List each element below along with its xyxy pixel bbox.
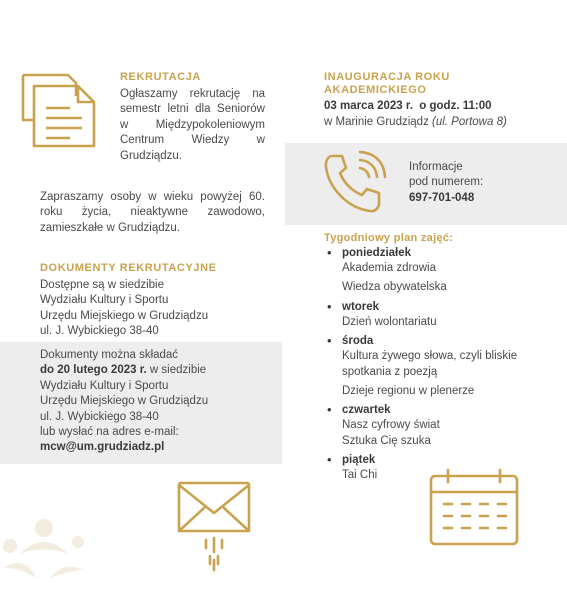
info-phone[interactable]: 697-701-048 [409,191,475,204]
plan-day: • piątek [342,454,376,467]
documents-line: Urzędu Miejskiego w Grudziądzu [40,309,209,322]
plan-activity: Tai Chi [342,469,378,482]
inauguration-heading-line2: AKADEMICKIEGO [324,84,427,96]
info-text [409,160,483,206]
submit-line: Dokumenty można składać [40,349,179,361]
envelope-icon [176,480,252,572]
documents-line: Dostępne są w siedzibie [40,279,165,291]
submit-line: ul. J. Wybickiego 38-40 [40,410,159,423]
plan-heading: Tygodniowy plan zajęć: [324,232,454,244]
submit-deadline: do 20 lutego 2023 r. [40,364,147,377]
invite-text: Zapraszamy osoby w wieku powyżej 60. roku życia, nieaktywne zawodowo, zamieszkałe w Grudziądzu. [40,191,265,234]
documents-lines [40,278,208,340]
submit-date-line [40,363,280,378]
documents-icon [20,72,100,150]
plan-activity: Wiedza obywatelska [342,281,447,294]
recruitment-text: Ogłaszamy rekrutację na semestr letni dla Seniorów w Międzypokoleniowym Centrum Wiedzy w Grudziądzu. [120,88,265,162]
plan-list [324,246,549,488]
plan-day: • środa [342,335,374,348]
info-line2: pod numerem: [409,176,484,189]
plan-day-item [324,246,549,296]
submit-block [40,348,280,456]
plan-day-item [324,300,549,330]
inauguration-place-line [324,115,507,130]
inauguration-place: w Marinie Grudziądz [324,116,433,128]
submit-email[interactable]: mcw@um.grudziadz.pl [40,441,165,454]
plan-day: • wtorek [342,300,380,313]
calendar-icon [428,468,520,548]
inauguration-heading-line1: INAUGURACJA ROKU [324,71,450,83]
plan-day-item [324,403,549,449]
plan-activity: Dzieje regionu w plenerze [342,385,475,398]
plan-activity: Dzień wolontariatu [342,315,437,328]
phone-icon [320,150,388,218]
plan-day-item [324,334,549,399]
submit-line: Urzędu Miejskiego w Grudziądzu [40,395,209,408]
inauguration-address: (ul. Portowa 8) [432,116,507,128]
plan-day: • czwartek [342,404,391,417]
plan-activity: Sztuka Cię szuka [342,434,431,447]
submit-date-rest: w siedzibie [146,364,207,377]
submit-line: Wydziału Kultury i Sportu [40,379,169,392]
plan-activity: Nasz cyfrowy świat [342,419,440,432]
plan-activity: Akademia zdrowia [342,262,436,274]
inauguration-datetime: 03 marca 2023 r. o godz. 11:00 [324,100,492,112]
recruitment-heading: REKRUTACJA [120,71,201,83]
decorative-logo [0,508,84,595]
plan-day: • poniedziałek [342,247,412,259]
plan-activity: Kultura żywego słowa, czyli bliskie spotkania z poezją [342,350,518,378]
info-line1: Informacje [409,161,463,173]
documents-heading: DOKUMENTY REKRUTACYJNE [40,262,217,274]
submit-line: lub wysłać na adres e-mail: [40,426,179,439]
documents-line: ul. J. Wybickiego 38-40 [40,325,159,338]
documents-line: Wydziału Kultury i Sportu [40,294,169,307]
